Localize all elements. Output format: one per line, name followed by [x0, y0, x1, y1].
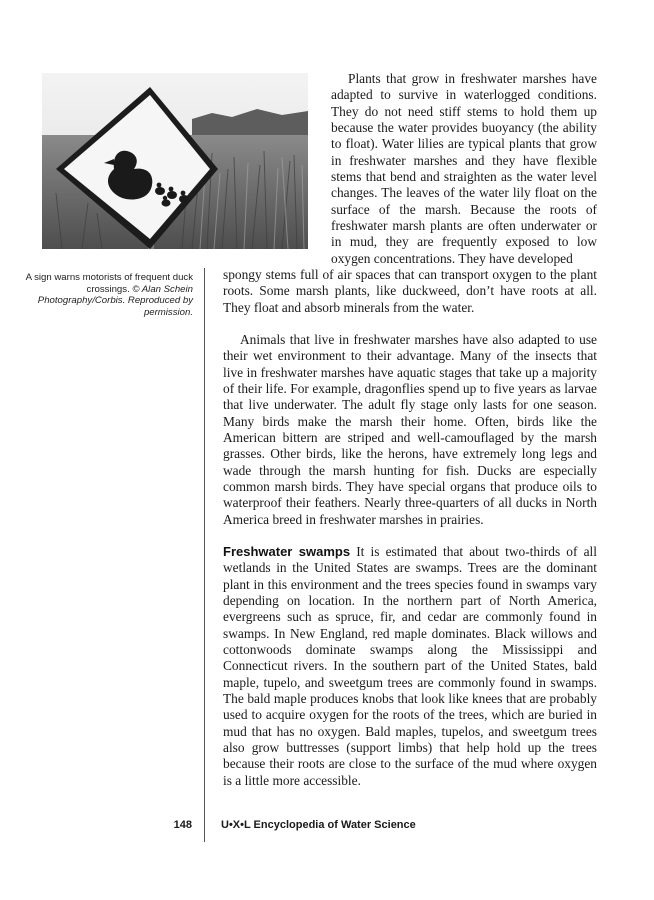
page-number: 148 — [173, 819, 192, 831]
book-title: U•X•L Encyclopedia of Water Science — [221, 819, 416, 831]
paragraph-marsh-plants-continued: spongy stems full of air spaces that can transport oxygen to the plant roots. Some marsh plants, like duckweed, don’t have roots at all. They float and absorb minerals from the water. — [223, 267, 597, 315]
margin-divider-line — [204, 268, 205, 842]
swamps-body-text: It is estimated that about two-thirds of all wetlands in the United States are swamps. Trees are the dominant plant in this environment and the trees species found in swamps vary depending on location. In the northern part of North America, evergreens such as spruce, fir, and cedar are commonly found in swamps. In New England, red maple dominates. Black willows and cottonwoods dominate swamps along the Mississippi and Connecticut rivers. In the southern part of the United States, bald maple, tupelo, and sweetgum trees are commonly found in swamps. The bald maple produces knobs that look like knees that are probably used to acquire oxygen for the roots of the trees, which are buried in mud that has no oxygen. Bald maples, tupelos, and sweetgum trees also grow buttresses (support limbs) that help hold up the trees because their roots are close to the surface of the mud where oxygen is a little more accessible. — [223, 544, 597, 788]
figure-caption — [16, 272, 193, 318]
caption-text: A sign warns motorists of frequent duck crossings. — [25, 272, 193, 295]
duck-sign-illustration — [42, 73, 308, 249]
duck-crossing-photo — [42, 73, 308, 249]
paragraph-marsh-animals: Animals that live in freshwater marshes have also adapted to use their wet environment to their advantage. Many of the insects that live in freshwater marshes have aquatic stages that take up a majority of their life. For example, dragonflies spend up to five years as larvae that live underwater. The adult fly stage only lasts for one season. Many birds make the marsh their home. Often, birds like the American bittern are striped and well-camouflaged by the marsh grasses. Other birds, like the herons, have extremely long legs and wade through the marsh hunting for fish. Ducks are especially common marsh birds. They have special organs that produce oils to waterproof their feathers. Nearly three-quarters of all ducks in North America breed in freshwater marshes in prairies. — [223, 332, 597, 527]
caption-credit: © Alan Schein Photography/Corbis. Reproduced by permission. — [37, 283, 193, 318]
paragraph-marsh-plants-top: Plants that grow in freshwater marshes have adapted to survive in waterlogged conditions. They do not need stiff stems to hold them up because the water provides buoyancy (the ability to float). Water lilies are typical plants that grow in freshwater marshes and they have flexible stems that bend and straighten as the water level changes. The leaves of the water lily float on the surface of the marsh. Because the roots of freshwater marsh plants are often underwater or in mud, they are frequently exposed to low oxygen concentrations. They have developed — [331, 71, 597, 266]
paragraph-freshwater-swamps — [223, 544, 597, 789]
section-heading-freshwater-swamps: Freshwater swamps — [223, 544, 351, 559]
